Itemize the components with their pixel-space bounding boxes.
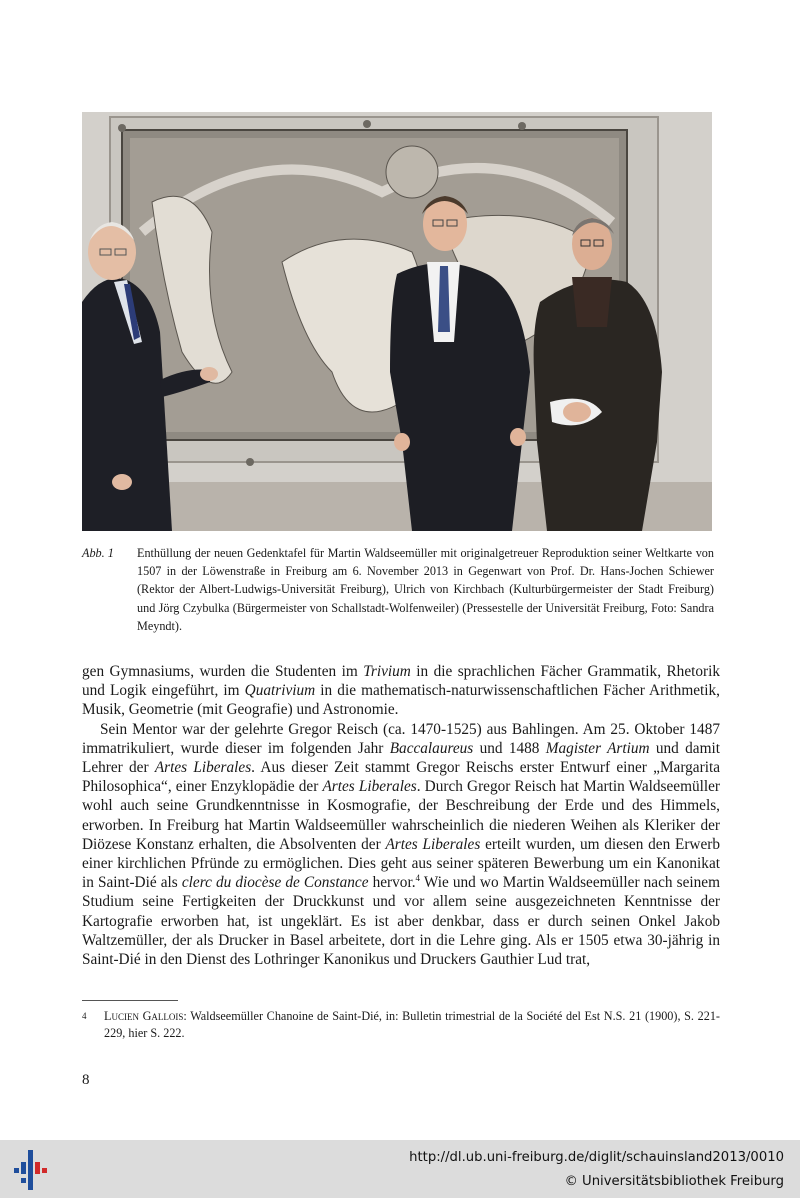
footnote-text: Lucien Gallois: Waldseemüller Chanoine de Saint-Dié, in: Bulletin trimestrial de la Société del Est N.S. 21 (1900), S. 221-229, hier S. 222. (104, 1009, 720, 1040)
figure-caption (82, 544, 714, 635)
footnote-author: Lucien Gallois (104, 1009, 184, 1023)
bolt (518, 122, 526, 130)
figure-caption-text: Enthüllung der neuen Gedenktafel für Martin Waldseemüller mit originalgetreuer Reproduktion seiner Weltkarte von 1507 in der Löwenstraße in Freiburg am 6. November 2013 in Gegenwart von Prof. Dr. Hans-Jochen Schiewer (Rektor der Albert-Ludwigs-Universität Freiburg), Ulrich von Kirchbach (Kulturbürgermeister der Stadt Freiburg) und Jörg Czybulka (Bürgermeister von Schallstadt-Wolfenweiler) (Pressestelle der Universität Freiburg, Foto: Sandra Meyndt). (137, 546, 714, 633)
bolt (118, 124, 126, 132)
paragraph: Sein Mentor war der gelehrte Gregor Reisch (ca. 1470-1525) aus Bahlingen. Am 25. Oktober 1487 immatrikuliert, wurde dieser im folgenden Jahr Baccalaureus und 1488 Magister Artium und damit Lehrer der Artes Liberales. Aus dieser Zeit stammt Gregor Reischs erster Entwurf einer „Margarita Philosophica“, einer Enzyklopädie der Artes Liberales. Durch Gregor Reisch hat Martin Waldseemüller wohl auch seine Grundkenntnisse in Kosmografie, der Beschreibung der Erde und des Himmels, erworben. In Freiburg hat Martin Waldseemüller wahrscheinlich die niederen Weihen als Kleriker der Diözese Konstanz erhalten, die Absolventen der Artes Liberales erteilt wurden, um diesen den Erwerb einer kirchlichen Pfründe zu ermöglichen. Dies geht aus seiner späteren Bewerbung um ein Kanonikat in Saint-Dié als clerc du diocèse de Constance hervor.$^4$ Wie und wo Martin Waldseemüller nach seinem Studium seine Fertigkeiten der Druckkunst und vor allem seine ausgezeichneten Kenntnisse der Kartografie erworben hat, ist ungeklärt. Es ist aber denkbar, dass er durch seinen Onkel Jakob Waltzemüller, der als Drucker in Basel arbeitete, dort in die Lehre ging. Als er 1505 etwa 30-jährig in Saint-Dié in den Dienst des Lothringer Kanonikus und Druckers Gauthier Lud trat, (82, 720, 721, 969)
map-inset-globe (386, 146, 438, 198)
figure-label: Abb. 1 (82, 546, 114, 560)
page-number: 8 (82, 1072, 90, 1088)
bolt (363, 120, 371, 128)
library-footer-bar (0, 1140, 800, 1198)
paragraph: gen Gymnasiums, wurden die Studenten im Trivium in die sprachlichen Fächer Grammatik, Rhetorik und Logik eingeführt, im Quatrivium in die mathematisch-naturwissenschaftlichen Fächer Arithmetik, Musik, Geometrie (mit Geografie) und Astronomie. (82, 663, 720, 719)
photo-illustration (82, 112, 712, 531)
footnote (82, 1008, 720, 1042)
university-library-logo-icon (10, 1148, 54, 1192)
body-text (82, 662, 720, 969)
copyright-text: © Universitätsbibliothek Freiburg (564, 1174, 784, 1189)
bolt (246, 458, 254, 466)
document-url-link[interactable]: http://dl.ub.uni-freiburg.de/diglit/schauinsland2013/0010 (409, 1150, 784, 1165)
footnote-rule (82, 1000, 178, 1001)
footnote-number: 4 (82, 1011, 87, 1021)
figure-photo (82, 112, 712, 531)
footnote-reference[interactable]: 4 (415, 873, 421, 884)
